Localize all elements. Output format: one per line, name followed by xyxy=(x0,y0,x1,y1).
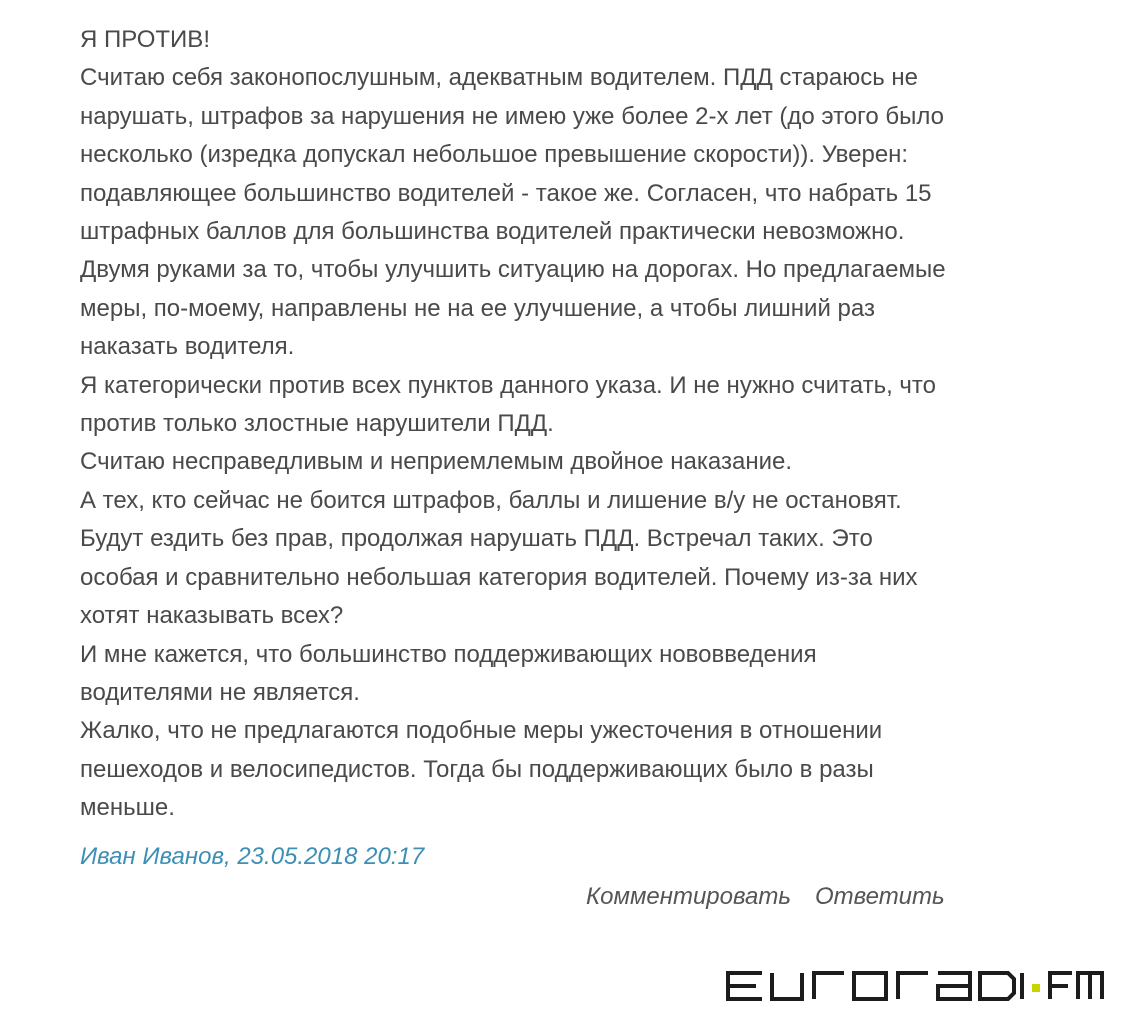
comment-button[interactable]: Комментировать xyxy=(586,883,791,910)
comment-paragraph: Жалко, что не предлагаются подобные меры ужесточения в отношении пешеходов и велосипедистов. Тогда бы поддерживающих было в разы меньше. xyxy=(80,717,883,822)
comment-body xyxy=(80,21,1090,828)
comment-paragraph: И мне кажется, что большинство поддерживающих нововведения водителями не является. xyxy=(80,640,817,706)
euroradio-logo xyxy=(722,966,1106,1006)
comment xyxy=(80,21,1090,876)
comment-author-date[interactable]: Иван Иванов, 23.05.2018 20:17 xyxy=(80,842,425,870)
comment-paragraph: Считаю несправедливым и неприемлемым двойное наказание. xyxy=(80,448,793,476)
comment-paragraph: Я категорически против всех пунктов данного указа. И не нужно считать, что против только злостные нарушители ПДД. xyxy=(80,371,936,438)
reply-button[interactable]: Ответить xyxy=(814,883,945,910)
comment-actions xyxy=(586,878,945,916)
comment-paragraph: Я ПРОТИВ! Считаю себя законопослушным, адекватным водителем. ПДД стараюсь не нарушать, штрафов за нарушения не имею уже более 2-х лет (до этого было несколько (изредка допускал небольшое превышение скорости)). Уверен: подавляющее большинство водителей - такое же. Согласен, что набрать 15 штрафных баллов для большинства водителей практически невозможно. Двумя руками за то, чтобы улучшить ситуацию на дорогах. Но предлагаемые меры, по-моему, направлены не на ее улучшение, а чтобы лишний раз наказать водителя. xyxy=(80,26,946,361)
comment-paragraph: А тех, кто сейчас не боится штрафов, баллы и лишение в/у не остановят. Будут ездить без прав, продолжая нарушать ПДД. Встречал таких. Это особая и сравнительно небольшая категория водителей. Почему из-за них хотят наказывать всех? xyxy=(80,486,918,630)
